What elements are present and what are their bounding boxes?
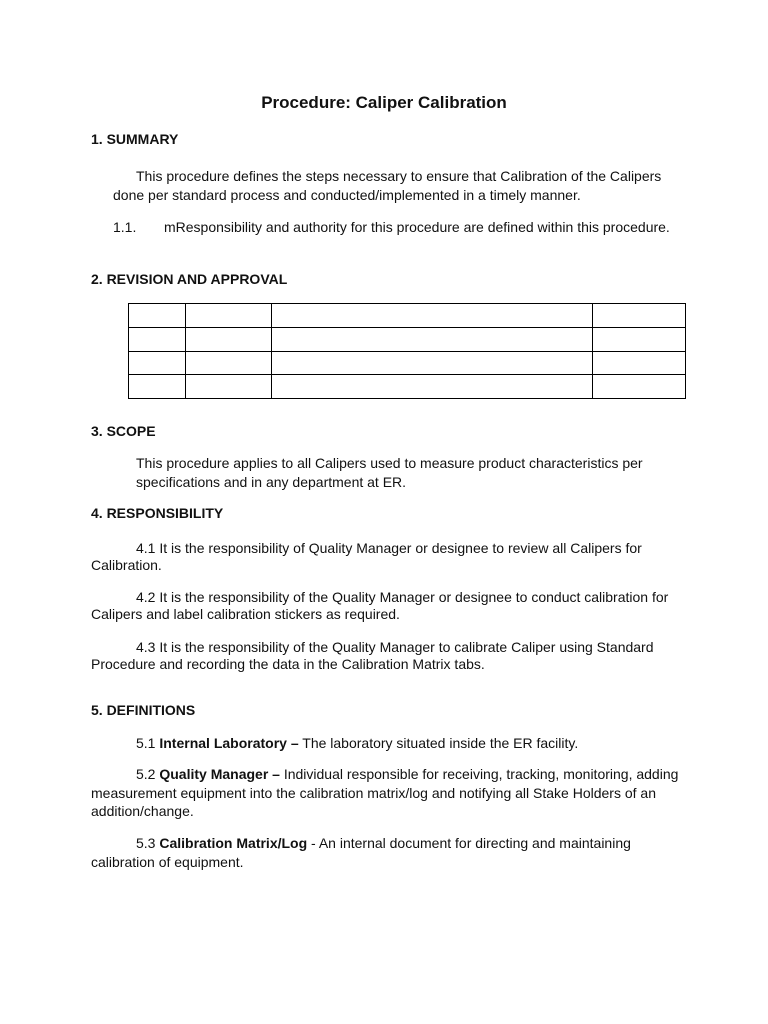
table-cell bbox=[129, 351, 186, 375]
definition-text: The laboratory situated inside the ER facility. bbox=[298, 735, 579, 751]
table-cell bbox=[186, 327, 272, 351]
table-cell bbox=[186, 375, 272, 399]
table-cell bbox=[272, 351, 593, 375]
responsibility-item-line2: Calibration. bbox=[91, 557, 162, 573]
scope-heading: 3. SCOPE bbox=[91, 423, 156, 439]
definition-text: - An internal document for directing and maintaining bbox=[307, 835, 631, 851]
definition-item-line2: calibration of equipment. bbox=[91, 854, 244, 870]
definition-text: Individual responsible for receiving, tracking, monitoring, adding bbox=[279, 766, 679, 782]
table-cell bbox=[129, 304, 186, 328]
summary-heading: 1. SUMMARY bbox=[91, 131, 179, 147]
definition-term: Internal Laboratory – bbox=[159, 735, 299, 751]
responsibility-item-line1: 4.3 It is the responsibility of the Quality Manager to calibrate Caliper using Standard bbox=[136, 639, 654, 655]
revision-table bbox=[128, 303, 686, 399]
definition-number: 5.3 bbox=[136, 835, 160, 851]
table-row bbox=[129, 304, 686, 328]
summary-item-number: 1.1. bbox=[113, 219, 137, 235]
table-row bbox=[129, 375, 686, 399]
definitions-heading: 5. DEFINITIONS bbox=[91, 702, 196, 718]
table-cell bbox=[272, 375, 593, 399]
table-row bbox=[129, 327, 686, 351]
definition-term: Quality Manager – bbox=[159, 766, 280, 782]
table-cell bbox=[129, 375, 186, 399]
table-row bbox=[129, 351, 686, 375]
table-cell bbox=[593, 351, 686, 375]
table-cell bbox=[129, 327, 186, 351]
scope-line2: specifications and in any department at ER. bbox=[136, 474, 407, 490]
definition-number: 5.1 bbox=[136, 735, 160, 751]
summary-paragraph-line1: This procedure defines the steps necessary to ensure that Calibration of the Calipers bbox=[136, 168, 662, 184]
definition-number: 5.2 bbox=[136, 766, 160, 782]
table-cell bbox=[272, 327, 593, 351]
table-cell bbox=[593, 327, 686, 351]
definition-item-line1 bbox=[136, 765, 678, 783]
table-cell bbox=[186, 351, 272, 375]
summary-paragraph-line2: done per standard process and conducted/implemented in a timely manner. bbox=[113, 187, 581, 203]
responsibility-item-line1: 4.1 It is the responsibility of Quality Manager or designee to review all Calipers for bbox=[136, 540, 642, 556]
responsibility-item-line2: Calipers and label calibration stickers as required. bbox=[91, 606, 400, 622]
definition-term: Calibration Matrix/Log bbox=[159, 835, 308, 851]
summary-item-text: mResponsibility and authority for this procedure are defined within this procedure. bbox=[164, 219, 670, 235]
definition-item-line2: measurement equipment into the calibration matrix/log and notifying all Stake Holders of an bbox=[91, 785, 656, 801]
table-cell bbox=[186, 304, 272, 328]
definition-item-line1 bbox=[136, 834, 631, 852]
definition-item-line1 bbox=[136, 734, 578, 752]
table-cell bbox=[272, 304, 593, 328]
responsibility-item-line1: 4.2 It is the responsibility of the Quality Manager or designee to conduct calibration for bbox=[136, 589, 669, 605]
revision-heading: 2. REVISION AND APPROVAL bbox=[91, 271, 288, 287]
definition-item-line3: addition/change. bbox=[91, 803, 194, 819]
responsibility-heading: 4. RESPONSIBILITY bbox=[91, 505, 224, 521]
table-cell bbox=[593, 375, 686, 399]
table-cell bbox=[593, 304, 686, 328]
responsibility-item-line2: Procedure and recording the data in the Calibration Matrix tabs. bbox=[91, 656, 485, 672]
document-title: Procedure: Caliper Calibration bbox=[261, 93, 507, 112]
scope-line1: This procedure applies to all Calipers used to measure product characteristics per bbox=[136, 455, 643, 471]
